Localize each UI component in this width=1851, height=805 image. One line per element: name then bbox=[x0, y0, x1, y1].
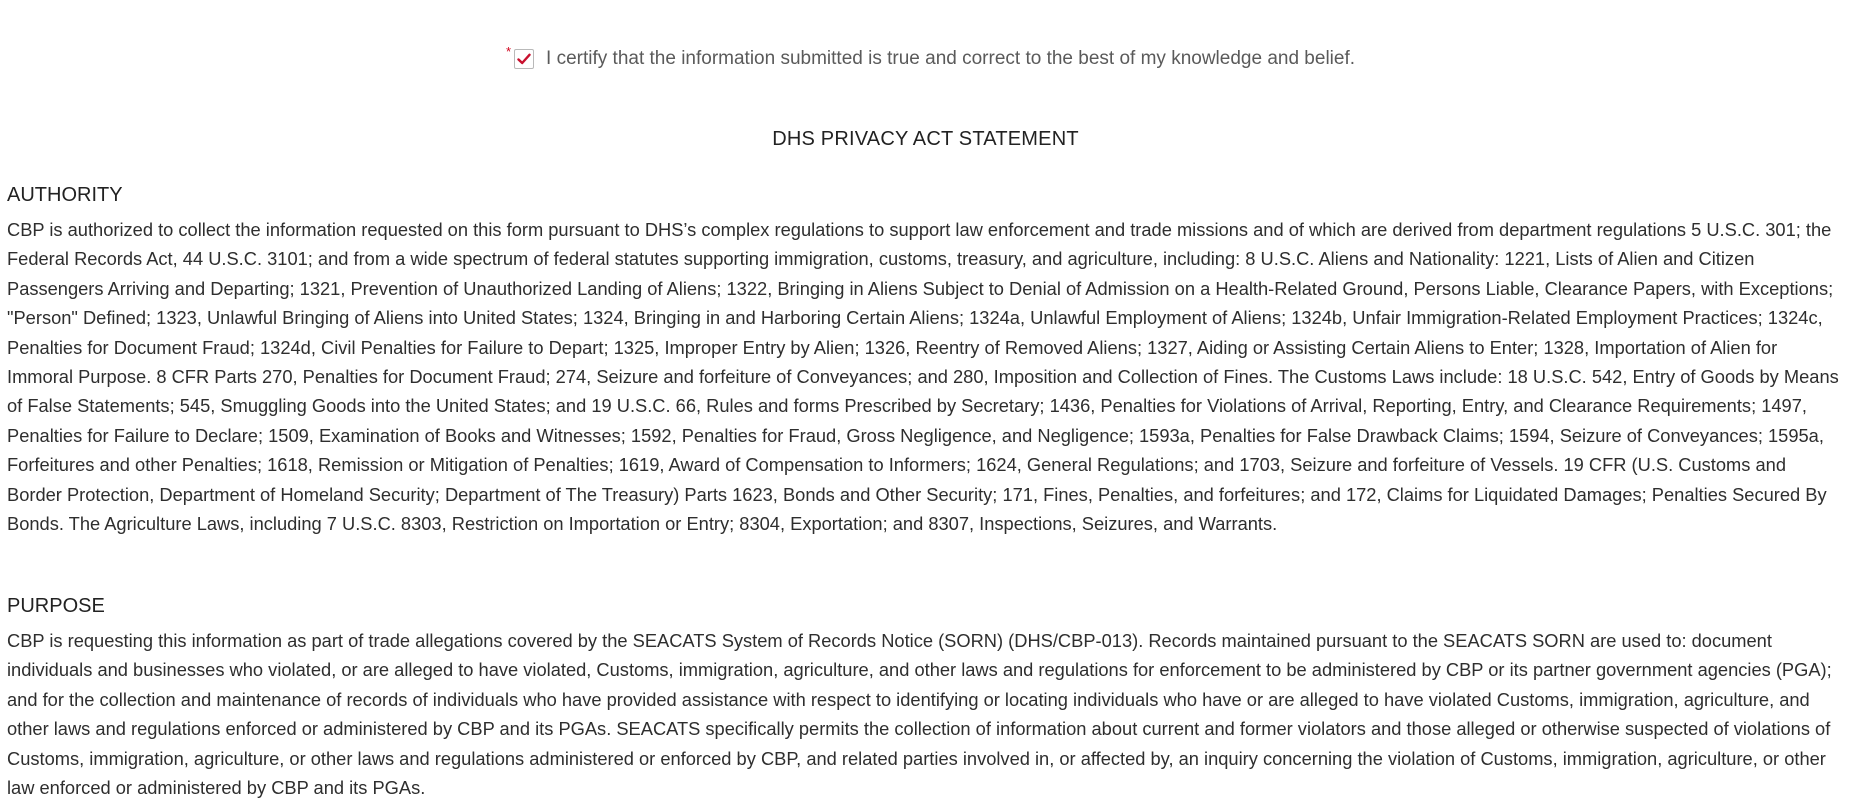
checkmark-icon bbox=[517, 53, 531, 65]
privacy-statement-title: DHS PRIVACY ACT STATEMENT bbox=[772, 128, 1079, 150]
authority-heading: AUTHORITY bbox=[7, 184, 123, 206]
authority-body: CBP is authorized to collect the information requested on this form pursuant to DHS’s complex regulations to support law enforcement and trade missions and of which are derived from department regulations 5 U.S.C. 301; the Federal Records Act, 44 U.S.C. 3101; and from a wide spectrum of federal statutes supporting immigration, customs, treasury, and agriculture, including: 8 U.S.C. Aliens and Nationality: 1221, Lists of Alien and Citizen Passengers Arriving and Departing; 1321, Prevention of Unauthorized Landing of Aliens; 1322, Bringing in Aliens Subject to Denial of Admission on a Health-Related Ground, Persons Liable, Clearance Papers, with Exceptions; "Person" Defined; 1323, Unlawful Bringing of Aliens into United States; 1324, Bringing in and Harboring Certain Aliens; 1324a, Unlawful Employment of Aliens; 1324b, Unfair Immigration-Related Employment Practices; 1324c, Penalties for Document Fraud; 1324d, Civil Penalties for Failure to Depart; 1325, Improper Entry by Alien; 1326, Reentry of Removed Aliens; 1327, Aiding or Assisting Certain Aliens to Enter; 1328, Importation of Alien for Immoral Purpose. 8 CFR Parts 270, Penalties for Document Fraud; 274, Seizure and forfeiture of Conveyances; and 280, Imposition and Collection of Fines. The Customs Laws include: 18 U.S.C. 542, Entry of Goods by Means of False Statements; 545, Smuggling Goods into the United States; and 19 U.S.C. 66, Rules and forms Prescribed by Secretary; 1436, Penalties for Violations of Arrival, Reporting, Entry, and Clearance Requirements; 1497, Penalties for Failure to Declare; 1509, Examination of Books and Witnesses; 1592, Penalties for Fraud, Gross Negligence, and Negligence; 1593a, Penalties for False Drawback Claims; 1594, Seizure of Conveyances; 1595a, Forfeitures and other Penalties; 1618, Remission or Mitigation of Penalties; 1619, Award of Compensation to Informers; 1624, General Regulations; and 1703, Seizure and forfeiture of Vessels. 19 CFR (U.S. Customs and Border Protection, Department of Homeland Security; Department of The Treasury) Parts 1623, Bonds and Other Security; 171, Fines, Penalties, and forfeitures; and 172, Claims for Liquidated Damages; Penalties Secured By Bonds. The Agriculture Laws, including 7 U.S.C. 8303, Restriction on Importation or Entry; 8304, Exportation; and 8307, Inspections, Seizures, and Warrants. bbox=[7, 219, 1839, 535]
required-marker: * bbox=[505, 43, 512, 59]
purpose-body: CBP is requesting this information as part of trade allegations covered by the SEACATS System of Records Notice (SORN) (DHS/CBP-013). Records maintained pursuant to the SEACATS SORN are used to: document individuals and businesses who violated, or are alleged to have violated, Customs, immigration, agriculture, and other laws and regulations for enforcement to be administered by CBP or its partner government agencies (PGA); and for the collection and maintenance of records of individuals who have provided assistance with respect to identifying or locating individuals who have or are alleged to have violated Customs, immigration, agriculture, and other laws and regulations enforced or administered by CBP and its PGAs. SEACATS specifically permits the collection of information about current and former violators and those alleged or otherwise suspected of violations of Customs, immigration, agriculture, or other laws and regulations administered or enforced by CBP, and related parties involved in, or affected by, an inquiry concerning the violation of Customs, immigration, agriculture, or other law enforced or administered by CBP and its PGAs. bbox=[7, 630, 1832, 799]
purpose-section bbox=[7, 594, 1845, 802]
purpose-heading: PURPOSE bbox=[7, 595, 105, 617]
certify-label[interactable]: I certify that the information submitted is true and correct to the best of my knowledge and belief. bbox=[546, 48, 1356, 69]
authority-section bbox=[7, 183, 1845, 538]
certify-checkbox[interactable] bbox=[514, 49, 534, 69]
certification-control bbox=[505, 43, 1356, 70]
certification-row bbox=[0, 43, 1851, 70]
